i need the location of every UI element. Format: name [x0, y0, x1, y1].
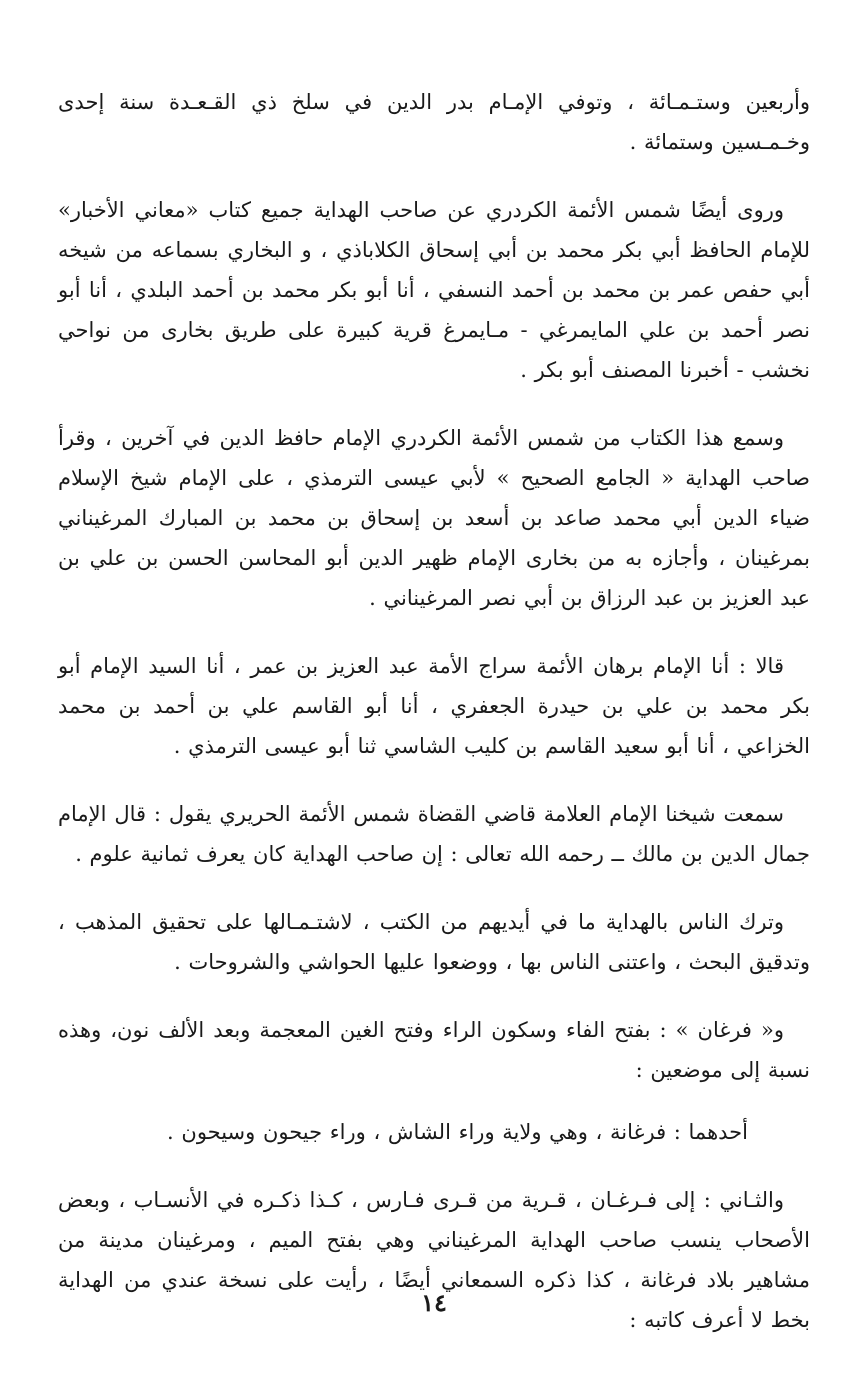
paragraph-3: وسمع هذا الكتاب من شمس الأئمة الكردري الإمام حافظ الدين في آخرين ، وقرأ صاحب الهداية « الجامع الصحيح » لأبي عيسى الترمذي ، على الإمام شيخ الإسلام ضياء الدين أبي محمد صاعد بن أسعد بن إسحاق بن محمد بن المبارك المرغيناني بمرغينان ، وأجازه به من بخارى الإمام ظهير الدين أبو المحاسن الحسن بن علي بن عبد العزيز بن عبد الرزاق بن أبي نصر المرغيناني . — [58, 426, 810, 610]
paragraph-6: وترك الناس بالهداية ما في أيديهم من الكتب ، لاشتـمـالها على تحقيق المذهب ، وتدقيق البحث ، واعتنى الناس بها ، ووضعوا عليها الحواشي والشروحات . — [58, 910, 810, 974]
paragraph-9: والثـاني : إلى فـرغـان ، قـرية من قـرى فـارس ، كـذا ذكـره في الأنسـاب ، وبعض الأصحاب ينسب صاحب الهداية المرغيناني وهي بفتح الميم ، ومرغينان مدينة من مشاهير بلاد فرغانة ، كذا ذكره السمعاني أيضًا ، رأيت على نسخة عندي من الهداية بخط لا أعرف كاتبه : — [58, 1188, 810, 1332]
paragraph-4: قالا : أنا الإمام برهان الأئمة سراج الأمة عبد العزيز بن عمر ، أنا السيد الإمام أبو بكر محمد بن علي بن حيدرة الجعفري ، أنا أبو القاسم علي بن أحمد بن محمد الخزاعي ، أنا أبو سعيد القاسم بن كليب الشاسي ثنا أبو عيسى الترمذي . — [58, 654, 810, 758]
paragraph-2: وروى أيضًا شمس الأئمة الكردري عن صاحب الهداية جميع كتاب «معاني الأخبار» للإمام الحافظ أبي بكر محمد بن أبي إسحاق الكلاباذي ، و البخاري بسماعه من شيخه أبي حفص عمر بن محمد بن أحمد النسفي ، أنا أبو بكر محمد بن أحمد البلدي ، أنا أبو نصر أحمد بن علي المايمرغي - مـايمرغ قرية كبيرة على طريق بخارى من نواحي نخشب - أخبرنا المصنف أبو بكر . — [58, 198, 810, 382]
paragraph-7: و« فرغان » : بفتح الفاء وسكون الراء وفتح الغين المعجمة وبعد الألف نون، وهذه نسبة إلى موضعين : — [58, 1018, 810, 1082]
paragraph-8: أحدهما : فرغانة ، وهي ولاية وراء الشاش ، وراء جيحون وسيحون . — [167, 1120, 748, 1144]
paragraph-5: سمعت شيخنا الإمام العلامة قاضي القضاة شمس الأئمة الحريري يقول : قال الإمام جمال الدين بن مالك ــ رحمه الله تعالى : إن صاحب الهداية كان يعرف ثمانية علوم . — [58, 802, 810, 866]
paragraph-1: وأربعين وستـمـائة ، وتوفي الإمـام بدر الدين في سلخ ذي القـعـدة سنة إحدى وخـمـسين وستمائة . — [58, 90, 810, 154]
page-number: ١٤ — [421, 1288, 447, 1317]
document-page — [58, 82, 810, 1368]
